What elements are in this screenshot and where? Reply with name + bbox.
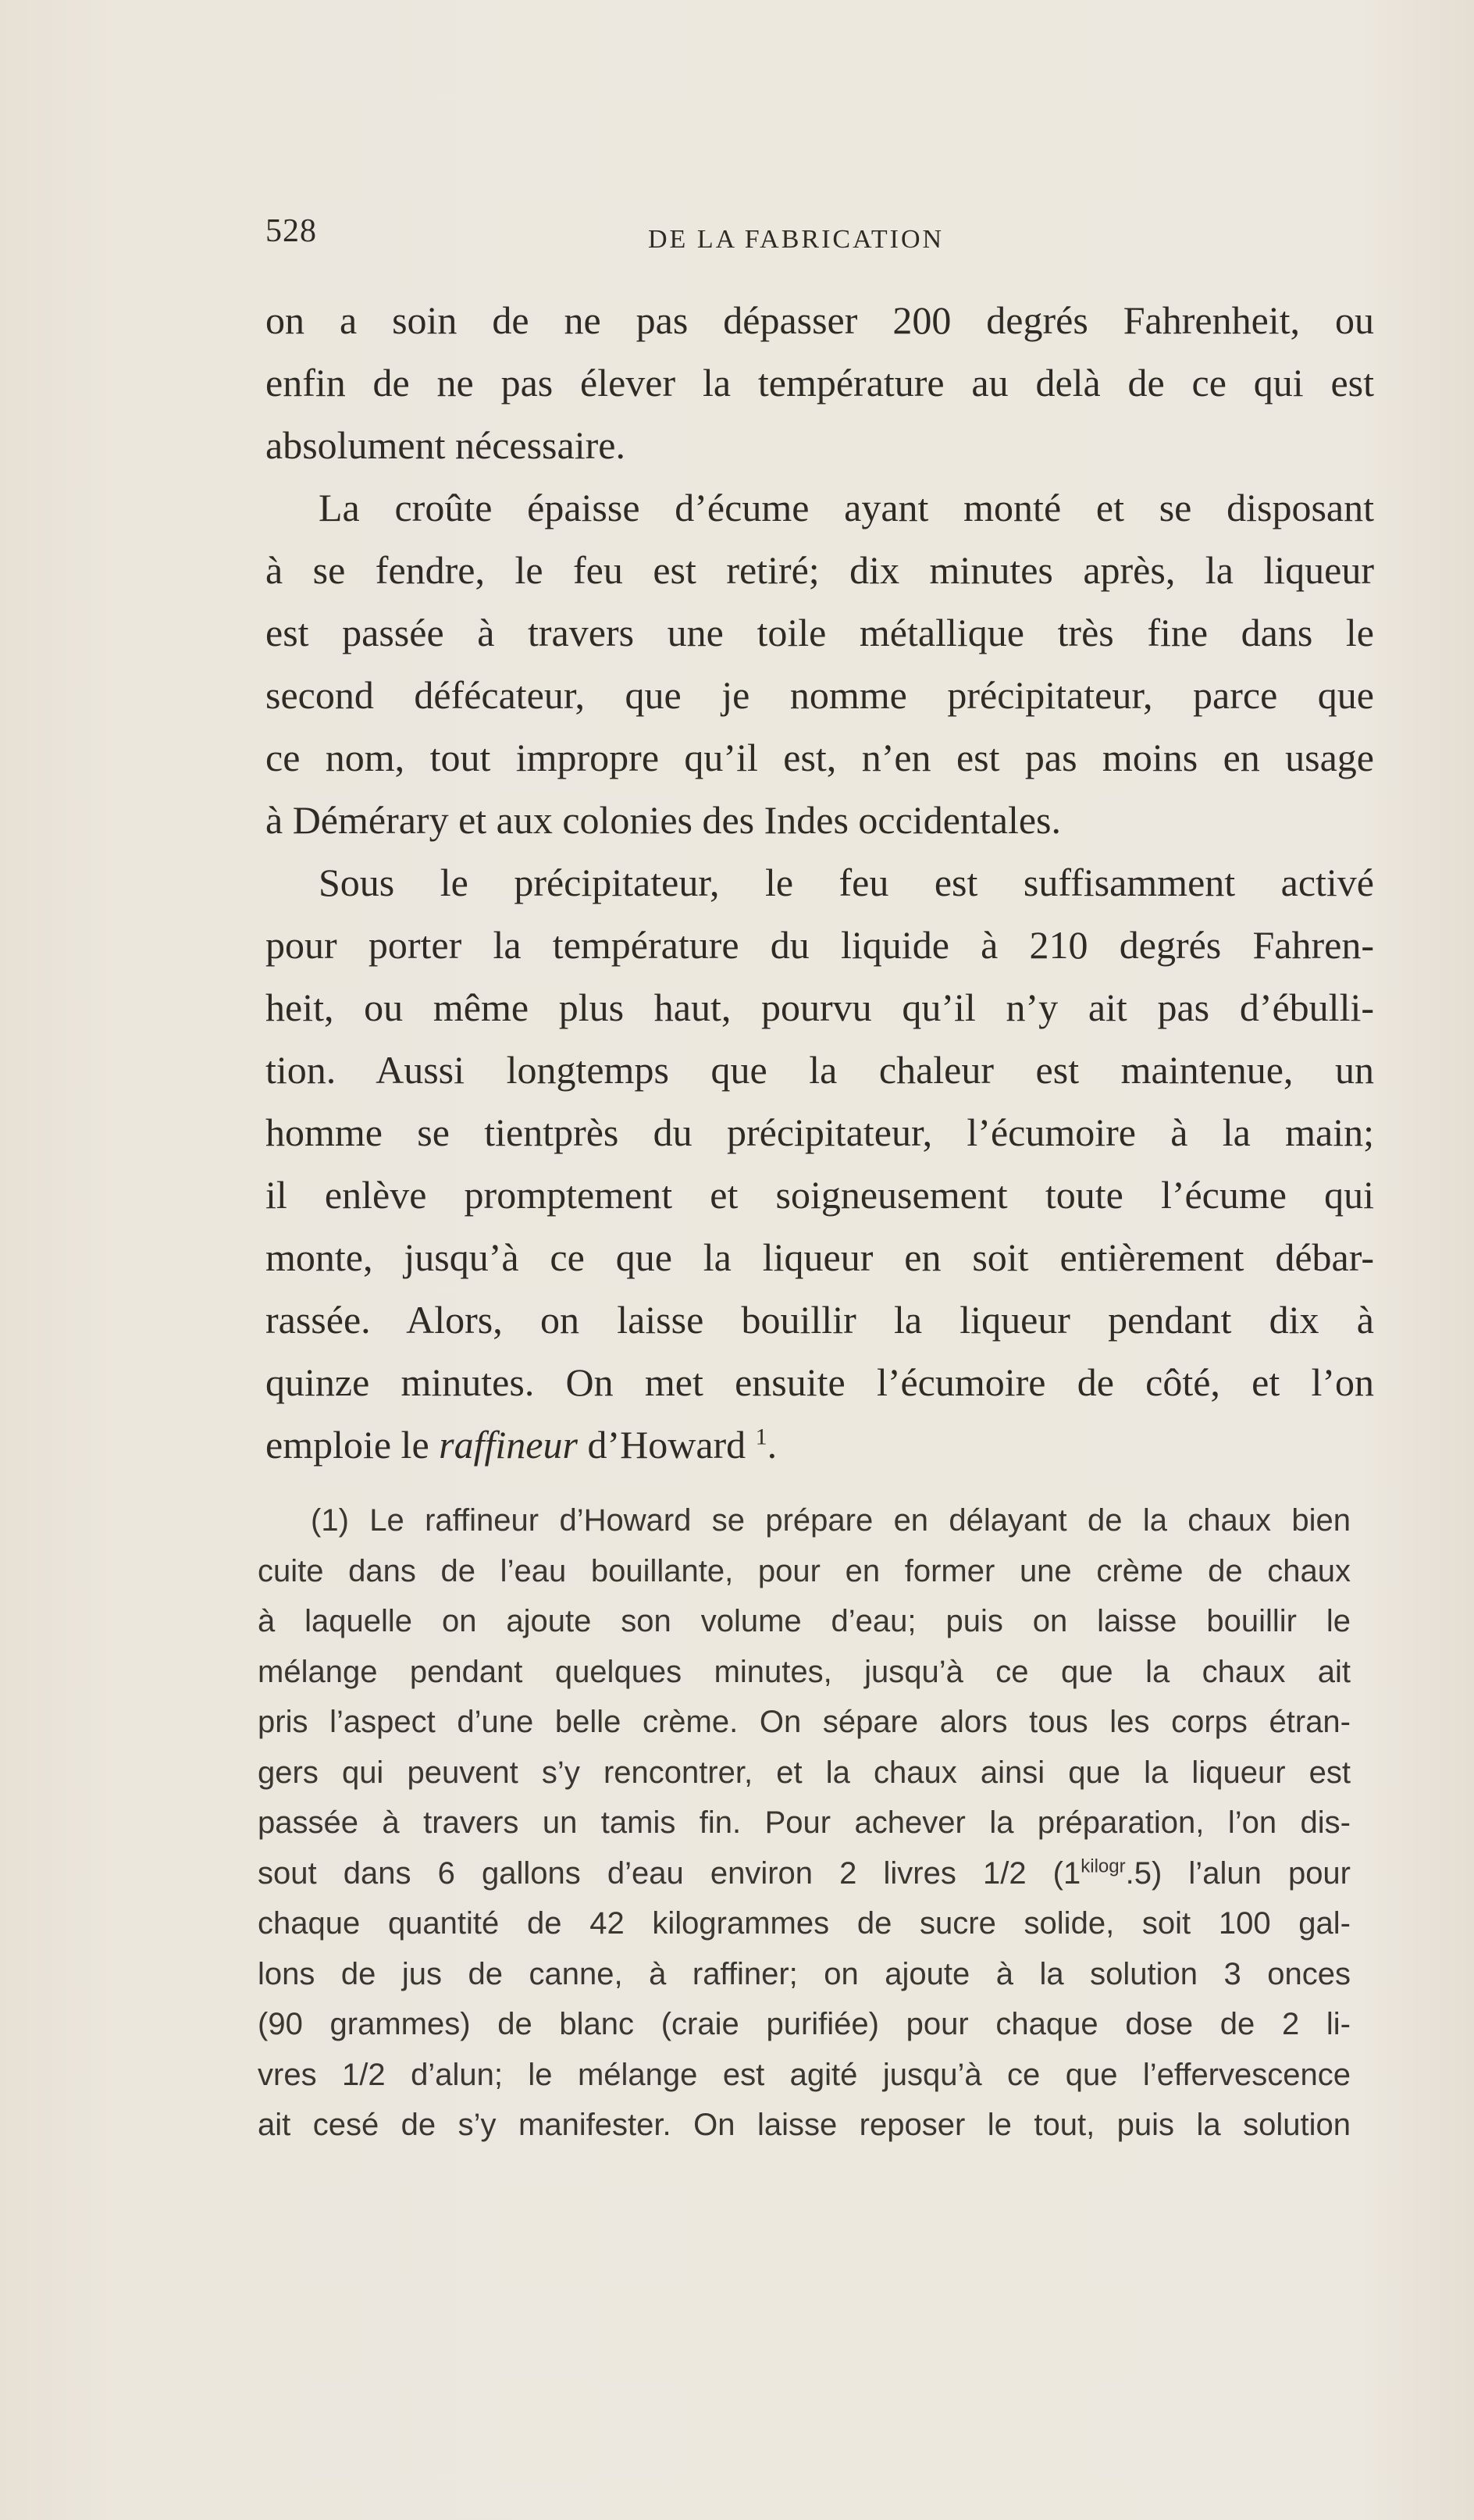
footnote-line: lons de jus de canne, à raffiner; on ajoute à la solution 3 onces xyxy=(258,1956,1351,1991)
text-line: à se fendre, le feu est retiré; dix minutes après, la liqueur xyxy=(265,548,1374,592)
text-line: est passée à travers une toile métallique très fine dans le xyxy=(265,611,1374,654)
paragraph-3 xyxy=(265,851,1374,1476)
page-number: 528 xyxy=(265,213,317,249)
text-line: absolument nécessaire. xyxy=(265,423,625,467)
footnote-line: ait cesé de s’y manifester. On laisse reposer le tout, puis la solution xyxy=(258,2108,1351,2142)
main-text xyxy=(265,289,1374,1476)
text-line: pour porter la température du liquide à 210 degrés Fahren- xyxy=(265,923,1374,967)
text-line: La croûte épaisse d’écume ayant monté et se disposant xyxy=(319,486,1374,529)
text-line: rassée. Alors, on laisse bouillir la liqueur pendant dix à xyxy=(265,1298,1374,1342)
footnote-line xyxy=(258,1848,1351,1899)
footnote-line: cuite dans de l’eau bouillante, pour en former une crème de chaux xyxy=(258,1553,1351,1588)
footnote-line: vres 1/2 d’alun; le mélange est agité jusqu’à ce que l’effervescence xyxy=(258,2057,1351,2092)
text-line: on a soin de ne pas dépasser 200 degrés Fahrenheit, ou xyxy=(265,298,1374,342)
unit-superscript: kilogr xyxy=(1081,1855,1126,1877)
text-line: homme se tientprès du précipitateur, l’écumoire à la main; xyxy=(265,1110,1374,1154)
footnote-marker: (1) xyxy=(311,1503,349,1538)
text-line: il enlève promptement et soigneusement toute l’écume qui xyxy=(265,1173,1374,1217)
text-fragment: d’Howard xyxy=(577,1423,756,1467)
footnote-line xyxy=(258,1495,1351,1546)
footnote-line: gers qui peuvent s’y rencontrer, et la chaux ainsi que la liqueur est xyxy=(258,1755,1351,1790)
text-fragment: emploie le xyxy=(265,1423,440,1467)
footnote-line: (90 grammes) de blanc (craie purifiée) pour chaque dose de 2 li- xyxy=(258,2007,1351,2041)
footnote-line: pris l’aspect d’une belle crème. On sépare alors tous les corps étran- xyxy=(258,1705,1351,1739)
text-line xyxy=(265,1413,1374,1476)
paragraph-1 xyxy=(265,289,1374,476)
text-fragment: sout dans 6 gallons d’eau environ 2 livres 1/2 (1 xyxy=(258,1855,1081,1891)
footnote-line: mélange pendant quelques minutes, jusqu’à ce que la chaux ait xyxy=(258,1654,1351,1689)
text-line: tion. Aussi longtemps que la chaleur est maintenue, un xyxy=(265,1048,1374,1092)
running-head: DE LA FABRICATION xyxy=(648,225,945,254)
text-line: ce nom, tout impropre qu’il est, n’en est pas moins en usage xyxy=(265,736,1374,779)
text-line: enfin de ne pas élever la température au delà de ce qui est xyxy=(265,361,1374,405)
footnote xyxy=(258,1495,1351,2151)
text-fragment: . xyxy=(767,1423,778,1467)
italic-term: raffineur xyxy=(439,1423,578,1467)
footnote-line: à laquelle on ajoute son volume d’eau; puis on laisse bouillir le xyxy=(258,1604,1351,1638)
page-header xyxy=(265,212,1374,259)
text-line: heit, ou même plus haut, pourvu qu’il n’y ait pas d’ébulli- xyxy=(265,986,1374,1029)
text-line: Sous le précipitateur, le feu est suffisamment activé xyxy=(319,861,1374,904)
text-line: quinze minutes. On met ensuite l’écumoire de côté, et l’on xyxy=(265,1360,1374,1404)
text-line: à Démérary et aux colonies des Indes occidentales. xyxy=(265,798,1062,842)
text-line: second défécateur, que je nomme précipitateur, parce que xyxy=(265,673,1374,717)
text-fragment: .5) l’alun pour xyxy=(1125,1855,1351,1891)
footnote-line: chaque quantité de 42 kilogrammes de sucre solide, soit 100 gal- xyxy=(258,1906,1351,1941)
paragraph-2 xyxy=(265,476,1374,851)
footnote-line: passée à travers un tamis fin. Pour achever la préparation, l’on dis- xyxy=(258,1805,1351,1840)
text-fragment: Le raffineur d’Howard se prépare en délayant de la chaux bien xyxy=(369,1503,1351,1538)
text-line: monte, jusqu’à ce que la liqueur en soit entièrement débar- xyxy=(265,1235,1374,1279)
footnote-reference: 1 xyxy=(755,1424,767,1450)
